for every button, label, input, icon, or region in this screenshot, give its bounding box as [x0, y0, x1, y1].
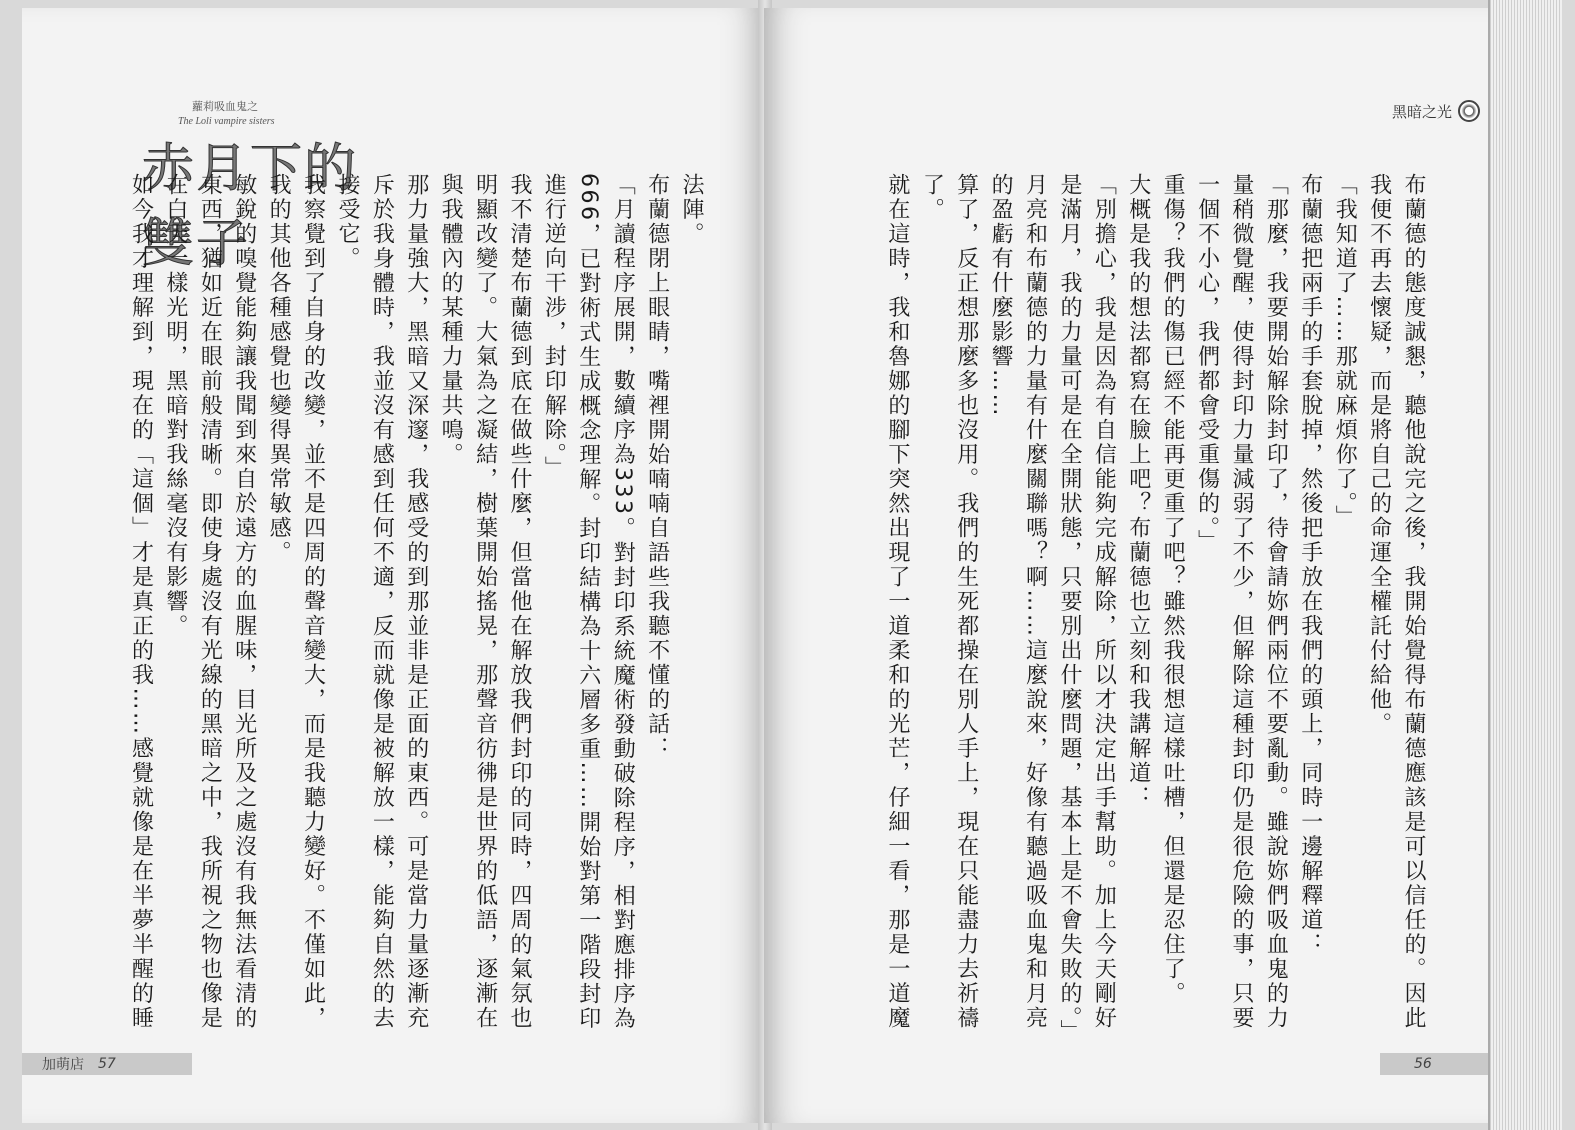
paragraph: 重傷？我們的傷已經不能再更重了吧？雖然我很想這樣吐槽，但還是忍住了。	[1160, 173, 1186, 1006]
chapter-title: 黑暗之光	[1391, 102, 1452, 121]
paragraph: 「那麼，我要開始解除封印了，待會請妳們兩位不要亂動。雖說妳們吸血鬼的力量稍微覺醒，使得封印力量減弱了不少，但解除這種封印仍是很危險的事，只要一個不小心，我們都會受重傷的。」	[1194, 173, 1289, 1031]
paragraph: 「我知道了……那就麻煩你了。」	[1332, 173, 1358, 530]
page-number: 57	[98, 1056, 116, 1072]
paragraph: 敏銳的嗅覺能夠讓我聞到來自於遠方的血腥味，目光所及之處沒有我無法看清的東西，猶如近在眼前般清晰。即使身處沒有光線的黑暗之中，我所視之物也像是在白天一樣光明，黑暗對我絲毫沒有影響。	[162, 173, 257, 1031]
page-number: 56	[1414, 1056, 1432, 1072]
left-page	[22, 8, 764, 1123]
paragraph: 大概是我的想法都寫在臉上吧？布蘭德也立刻和我講解道：	[1125, 173, 1151, 810]
paragraph: 算了，反正想那麼多也沒用。我們的生死都操在別人手上，現在只能盡力去祈禱了。	[919, 173, 979, 1031]
paragraph: 我不清楚布蘭德到底在做些什麼，但當他在解放我們封印的同時，四周的氣氛也明顯改變了。大氣為之凝結，樹葉開始搖晃，那聲音彷彿是世界的低語，逐漸在與我體內的某種力量共鳴。	[438, 173, 532, 1031]
paragraph: 那力量強大，黑暗又深邃，我感受的到那並非是正面的東西。可是當力量逐漸充斥於我身體時，我並沒有感到任何不適，反而就像是被解放一樣，能夠自然的去接受它。	[334, 173, 429, 1031]
paragraph: 就在這時，我和魯娜的腳下突然出現了一道柔和的光芒，仔細一看，那是一道魔	[884, 173, 910, 1031]
series-subtitle-english: The Loli vampire sisters	[178, 116, 275, 127]
right-page	[764, 8, 1500, 1123]
right-page-footer	[1380, 1053, 1500, 1075]
book-title-logo	[82, 48, 372, 274]
chapter-header	[1392, 100, 1480, 122]
book-title: 赤月下的雙子	[142, 139, 359, 274]
series-subtitle: 蘿莉吸血鬼之	[192, 100, 258, 113]
paragraph: 月亮和布蘭德的力量有什麼關聯嗎？啊……這麼說來，好像有聽過吸血鬼和月亮的盈虧有什麼影響……	[988, 173, 1048, 1031]
page-edges	[1488, 0, 1562, 1130]
paragraph: 布蘭德閉上眼睛，嘴裡開始喃喃自語些我聽不懂的話：	[644, 173, 670, 761]
left-page-footer	[22, 1053, 192, 1075]
left-page-text	[88, 173, 708, 1043]
paragraph: 我察覺到了自身的改變，並不是四周的聲音變大，而是我聽力變好。不僅如此，我的其他各種感覺也變得異常敏感。	[266, 173, 326, 1031]
paragraph: 布蘭德的態度誠懇，聽他說完之後，我開始覺得布蘭德應該是可以信任的。因此我便不再去懷疑，而是將自己的命運全權託付給他。	[1366, 173, 1426, 1031]
paragraph: 布蘭德把兩手的手套脫掉，然後把手放在我們的頭上，同時一邊解釋道：	[1297, 173, 1323, 957]
moon-emblem-icon	[1458, 100, 1480, 122]
paragraph: 「月讀程序展開，數續序為333。對封印系統魔術發動破除程序，相對應排序為666，已對術式生成概念理解。封印結構為十六層多重……開始對第一階段封印進行逆向干涉，封印解除。」	[541, 173, 636, 1031]
publisher-name: 加萌店	[42, 1057, 84, 1073]
paragraph: 如今我才理解到，現在的「這個」才是真正的我……感覺就像是在半夢半醒的睡	[128, 173, 154, 1031]
paragraph: 「別擔心，我是因為有自信能夠完成解除，所以才決定出手幫助。加上今天剛好是滿月，我的力量可是在全開狀態，只要別出什麼問題，基本上是不會失敗的。」	[1056, 173, 1117, 1044]
right-page-text	[850, 173, 1430, 1043]
paragraph: 法陣。	[679, 173, 704, 247]
